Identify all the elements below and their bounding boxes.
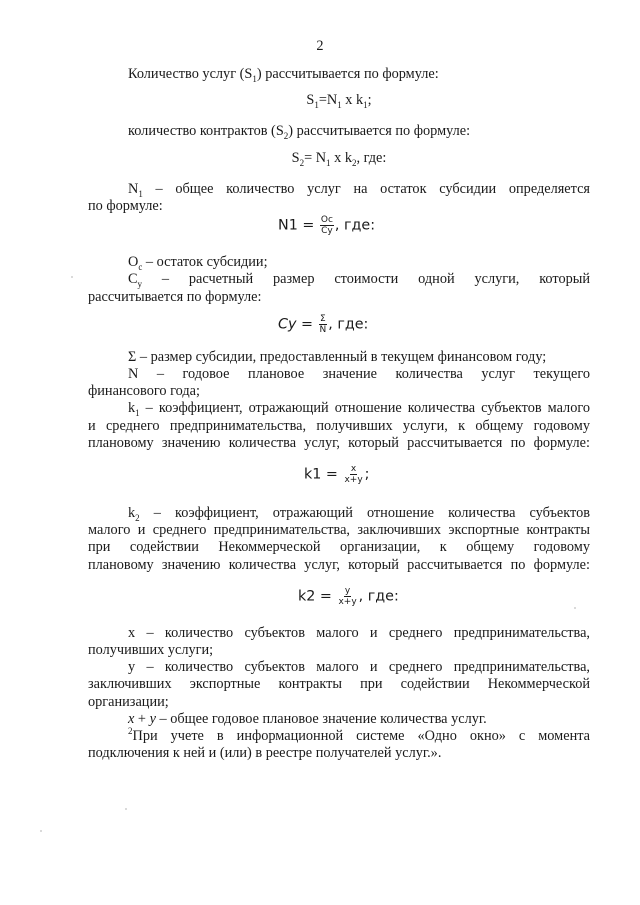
paragraph-x-plus-y: x + y – общее годовое плановое значение количества услуг. [128, 710, 487, 727]
scan-speck [40, 830, 42, 832]
paragraph-footnote: $^2$При учете в информационной системе «Одно окно» с момента подключения к ней и (или) в реестре получателей услуг.». [88, 726, 590, 762]
formula-s2: $S_2= N_1$ x $k_2$, где: [291, 149, 387, 168]
paragraph-cy: $C_у$ – расчетный размер стоимости одной услуги, который рассчитывается по формуле: [88, 271, 590, 305]
scan-speck [574, 607, 576, 609]
formula-cy: Cy = $\frac{\Sigma}{N}$ , где: [278, 313, 369, 335]
page-number: 2 [316, 38, 324, 54]
paragraph-oc: $O_с$ – остаток субсидии; [128, 254, 268, 273]
paragraph-sigma: Σ – размер субсидии, предоставленный в текущем финансовом году; [128, 348, 547, 365]
scan-speck [125, 808, 127, 810]
formula-n1: N1 = $\frac{Oc}{Cy}$ , где: [278, 215, 376, 237]
paragraph-contracts-count: количество контрактов $(S_2)$ рассчитывается по формуле: [128, 123, 471, 142]
paragraph-x: x – количество субъектов малого и среднего предпринимательства, получивших услуги; [88, 624, 590, 659]
paragraph-k2: $k_2$ – коэффициент, отражающий отношение количества субъектов малого и среднего предпринимательства, заключивших экспортные контракты при содействии Некоммерческой организации, к общему годовому плановому значению количества услуг, который рассчитывается по формуле: [88, 505, 590, 573]
paragraph-y: y – количество субъектов малого и среднего предпринимательства, заключивших экспортные контракты при содействии Некоммерческой организации; [88, 659, 590, 710]
paragraph-n1: $N_1$ – общее количество услуг на остаток субсидии определяется по формуле: [88, 180, 590, 215]
formula-s1: $S_1=N_1$ x $k_1$; [306, 92, 372, 111]
formula-k1: k1 = $\frac{x}{x+y}$ ; [304, 464, 370, 486]
formula-k2: k2 = $\frac{y}{x+y}$ , где: [298, 585, 399, 607]
document-body [88, 66, 590, 762]
scan-speck [71, 276, 73, 278]
paragraph-n: N – годовое плановое значение количества услуг текущего финансового года; [88, 366, 590, 400]
paragraph-services-count: Количество услуг $(S_1)$ рассчитывается по формуле: [128, 66, 439, 84]
paragraph-k1: $k_1$ – коэффициент, отражающий отношение количества субъектов малого и среднего предпринимательства, получивших услуги, к общему годовому плановому значению количества услуг, который рассчитывается по формуле: [88, 400, 590, 451]
